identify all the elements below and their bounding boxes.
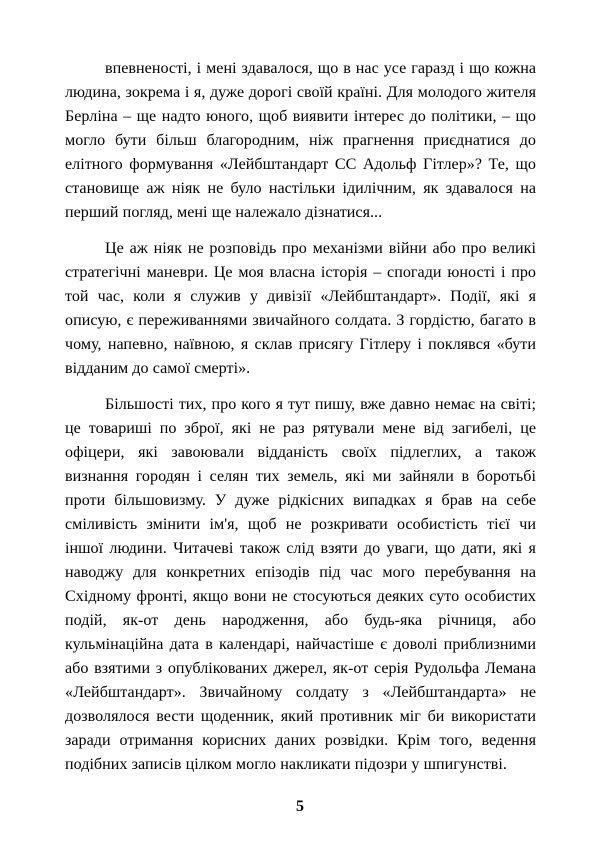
body-paragraph: Це аж ніяк не розповідь про механізми війни або про великі стратегічні маневри. Це моя власна історія – спогади юності і про той час, коли я служив у дивізії «Лейбштандарт». Події, які я описую, є переживаннями звичайного солдата. З гордістю, багато в чому, напевно, наївною, я склав присягу Гітлеру і поклявся «бути відданим до самої смерті». bbox=[65, 240, 536, 377]
body-text-column bbox=[65, 57, 536, 777]
body-paragraph: впевненості, і мені здавалося, що в нас усе гаразд і що кожна людина, зокрема і я, дуже дорогі своїй країні. Для молодого жителя Берліна – ще надто юного, щоб виявити інтерес до політики, – що могло бути більш благородним, ніж прагнення приєднатися до елітного формування «Лейбштандарт СС Адольф Гітлер»? Те, що становище аж ніяк не було настільки ідилічним, як здавалося на перший погляд, мені ще належало дізнатися... bbox=[65, 60, 536, 221]
body-paragraph: Більшості тих, про кого я тут пишу, вже давно немає на світі; це товариші по зброї, які не раз рятували мене від загибелі, це офіцери, які завоювали відданість своїх підлеглих, а також визнання городян і селян тих земель, які ми зайняли в боротьбі проти більшовизму. У дуже рідкісних випадках я брав на себе сміливість змінити ім'я, щоб не розкривати особистість тієї чи іншої людини. Читачеві також слід взяти до уваги, що дати, які я наводжу для конкретних епізодів під час мого перебування на Східному фронті, якщо вони не стосуються деяких суто особистих подій, як-от день народження, або будь-яка річниця, або кульмінаційна дата в календарі, найчастіше є доволі приблизними або взятими з опублікованих джерел, як-от серія Рудольфа Лемана «Лейбштандарт». Звичайному солдату з «Лейбштандарта» не дозволялося вести щоденник, який противник міг би використати заради отримання корисних даних розвідки. Крім того, ведення подібних записів цілком могло накликати підозри у шпигунстві. bbox=[65, 396, 536, 773]
page-number: 5 bbox=[296, 798, 304, 815]
